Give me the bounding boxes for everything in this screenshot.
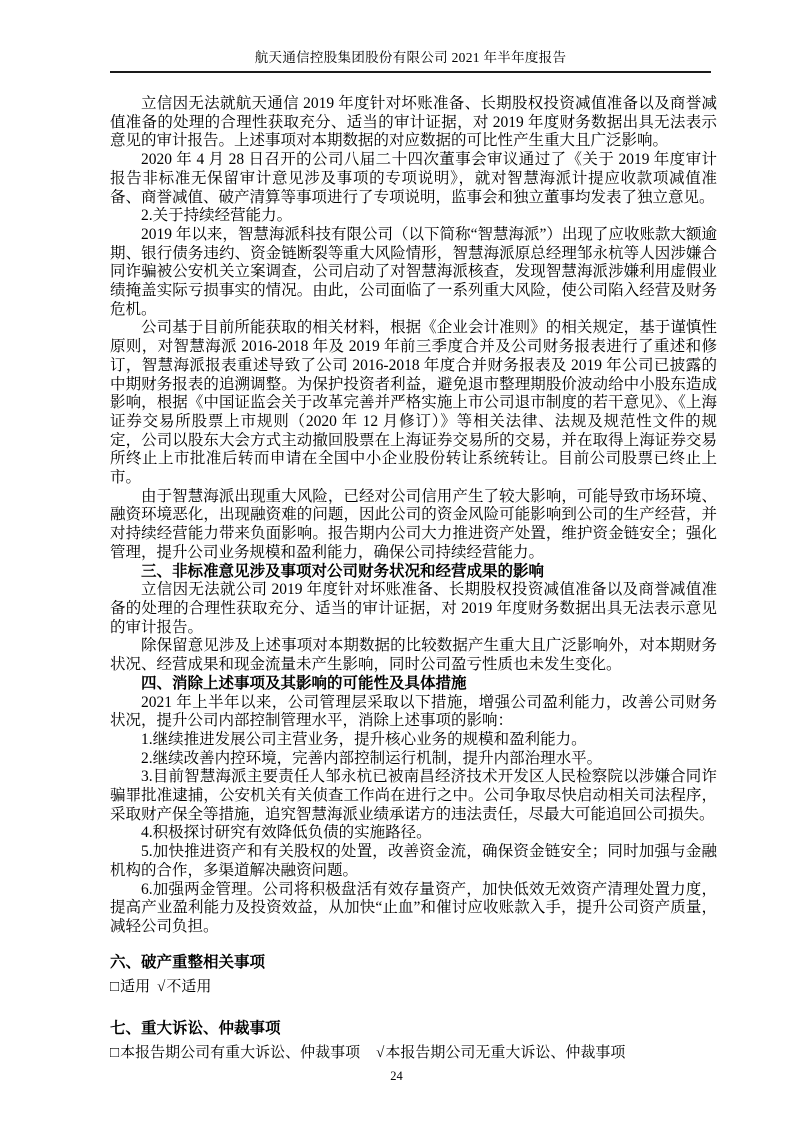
section-heading-three: 三、非标准意见涉及事项对公司财务状况和经营成果的影响: [141, 562, 545, 580]
list-item-5: 5.加快推进资产和有关股权的处置，改善资金流，确保资金链安全；同时加强与金融机构的合作，多渠道解决融资问题。: [110, 843, 717, 879]
option-label: 本报告期公司有重大诉讼、仲裁事项: [120, 1044, 361, 1061]
checkbox-empty-icon: □: [110, 1044, 120, 1061]
section-heading-four: 四、消除上述事项及其影响的可能性及具体措施: [141, 674, 467, 692]
paragraph: 立信因无法就公司 2019 年度针对坏账准备、长期股权投资减值准备以及商誉减值准备的处理的合理性获取充分、适当的审计证据，对 2019 年度财务数据出具无法表示意见的审计报告。: [110, 581, 717, 636]
page-footer: [0, 1069, 793, 1084]
option-label: 本报告期公司无重大诉讼、仲裁事项: [385, 1044, 626, 1061]
list-item-1: 1.继续推进发展公司主营业务，提升核心业务的规模和盈利能力。: [141, 730, 587, 748]
checkmark-icon: √: [376, 1044, 385, 1061]
option-has-litigation: [110, 1045, 360, 1061]
litigation-options: [110, 1042, 717, 1064]
checkbox-empty-icon: □: [110, 978, 120, 995]
bankruptcy-options: [110, 976, 717, 998]
option-applicable: [110, 979, 150, 995]
paragraph: 由于智慧海派出现重大风险，已经对公司信用产生了较大影响，可能导致市场环境、融资环境恶化，出现融资难的问题，因此公司的资金风险可能影响到公司的生产经营，并对持续经营能力带来负面影响。报告期内公司大力推进资产处置，维护资金链安全；强化管理，提升公司业务规模和盈利能力，确保公司持续经营能力。: [110, 487, 717, 561]
paragraph: 2020 年 4 月 28 日召开的公司八届二十四次董事会审议通过了《关于 2019 年度审计报告非标准无保留审计意见涉及事项的专项说明》，就对智慧海派计提应收款项减值准备、商誉减值、破产清算等事项进行了专项说明，监事会和独立董事均发表了独立意见。: [110, 151, 717, 206]
paragraph: 2021 年上半年以来，公司管理层采取以下措施，增强公司盈利能力，改善公司财务状况，提升公司内部控制管理水平，消除上述事项的影响：: [110, 693, 717, 730]
report-body: [110, 95, 717, 937]
page-number: 24: [390, 1069, 403, 1083]
list-item-4: 4.积极探讨研究有效降低负债的实施路径。: [141, 824, 432, 842]
section-heading-bankruptcy: 六、破产重整相关事项: [110, 953, 266, 971]
list-item-3: 3.目前智慧海派主要责任人邹永杭已被南昌经济技术开发区人民检察院以涉嫌合同诈骗罪批准逮捕，公安机关有关侦查工作尚在进行之中。公司争取尽快启动相关司法程序，采取财产保全等措施，追究智慧海派业绩承诺方的违法责任，尽最大可能追回公司损失。: [110, 768, 717, 823]
paragraph: 除保留意见涉及上述事项对本期数据的比较数据产生重大且广泛影响外，对本期财务状况、经营成果和现金流量未产生影响，同时公司盈亏性质也未发生变化。: [110, 637, 717, 674]
paragraph: 公司基于目前所能获取的相关材料，根据《企业会计准则》的相关规定，基于谨慎性原则，对智慧海派 2016-2018 年及 2019 年前三季度合并及公司财务报表进行了重述和修订，智慧海派报表重述导致了公司 2016-2018 年度合并财务报表及 2019 年公司已披露的中期财务报表的追溯调整。为保护投资者利益，避免退市整理期股价波动给中小股东造成影响，根据《中国证监会关于改革完善并严格实施上市公司退市制度的若干意见》、《上海证券交易所股票上市规则（2020 年 12 月修订）》等相关法律、法规及规范性文件的规定，公司以股东大会方式主动撤回股票在上海证券交易所的交易，并在取得上海证券交易所终止上市批准后转而申请在全国中小企业股份转让系统转让。目前公司股票已终止上市。: [110, 319, 717, 487]
option-no-litigation: [376, 1045, 625, 1061]
checkmark-icon: √: [157, 978, 166, 995]
option-label: 不适用: [166, 978, 212, 995]
subheading-going-concern: 2.关于持续经营能力。: [141, 207, 293, 225]
checkbox-sections: [110, 952, 717, 1064]
list-item-6: 6.加强两金管理。公司将积极盘活有效存量资产，加快低效无效资产清理处置力度，提高产业盈利能力及投资效益，从加快“止血”和催讨应收账款入手，提升公司资产质量，减轻公司负担。: [110, 880, 717, 935]
option-not-applicable: [157, 979, 211, 995]
page-header: [110, 0, 711, 73]
paragraph: 2019 年以来，智慧海派科技有限公司（以下简称“智慧海派”）出现了应收账款大额逾期、银行债务违约、资金链断裂等重大风险情形，智慧海派原总经理邹永杭等人因涉嫌合同诈骗被公安机关立案调查，公司启动了对智慧海派核查，发现智慧海派涉嫌利用虚假业绩掩盖实际亏损事实的情况。由此，公司面临了一系列重大风险，使公司陷入经营及财务危机。: [110, 225, 717, 318]
section-heading-litigation: 七、重大诉讼、仲裁事项: [110, 1019, 281, 1037]
report-title: 航天通信控股集团股份有限公司 2021 年半年度报告: [254, 50, 567, 65]
list-item-2: 2.继续改善内控环境，完善内部控制运行机制，提升内部治理水平。: [141, 749, 603, 767]
paragraph: 立信因无法就航天通信 2019 年度针对坏账准备、长期股权投资减值准备以及商誉减值准备的处理的合理性获取充分、适当的审计证据，对 2019 年度财务数据出具无法表示意见的审计报告。上述事项对本期数据的对应数据的可比性产生重大且广泛影响。: [110, 95, 717, 150]
option-label: 适用: [120, 978, 151, 995]
